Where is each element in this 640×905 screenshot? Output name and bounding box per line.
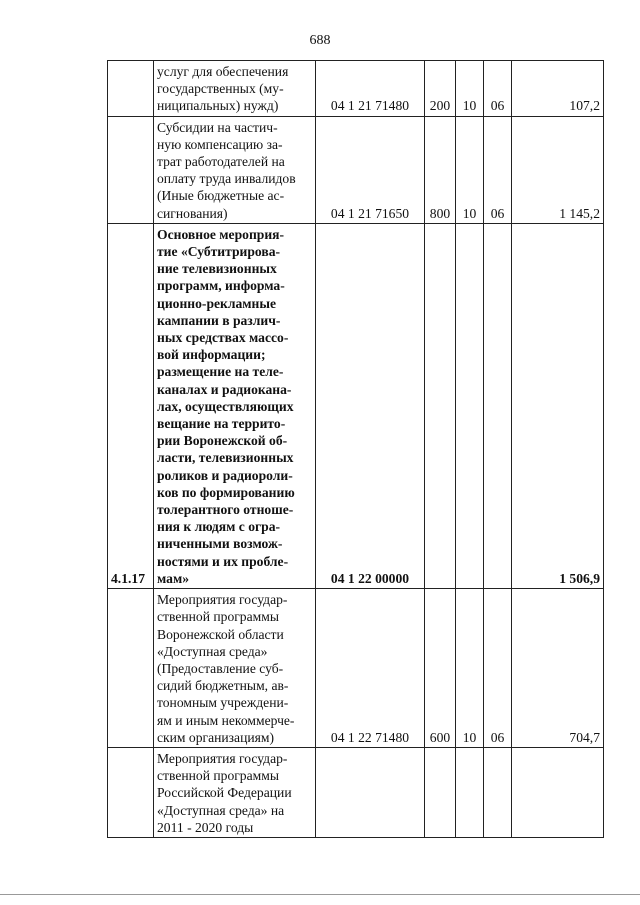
subsection-cell	[484, 223, 512, 588]
row-name-line: кампании в различ-	[157, 312, 281, 328]
row-name-line: Воронежской области	[157, 626, 284, 642]
page-footer-rule	[0, 894, 640, 895]
row-name-line: ственной программы	[157, 768, 279, 784]
section-cell: 10	[456, 589, 484, 748]
row-name-line: «Доступная среда»	[157, 643, 268, 659]
section-cell: 10	[456, 116, 484, 223]
amount-cell: 1 506,9	[512, 223, 604, 588]
row-name-line: тие «Субтитрирова-	[157, 244, 281, 260]
table-row	[108, 589, 604, 748]
row-name-line: вой информации;	[157, 347, 266, 363]
row-number-cell	[108, 747, 154, 837]
row-name-line: ния к людям с огра-	[157, 519, 281, 535]
expense-type-cell: 800	[425, 116, 456, 223]
row-name-line: (Предоставление суб-	[157, 660, 284, 676]
row-name-line: роликов и радиороли-	[157, 467, 293, 483]
row-name-line: лах, осуществляющих	[157, 398, 294, 414]
row-name-line: программ, информа-	[157, 278, 285, 294]
row-name-cell	[154, 116, 316, 223]
row-name-line: ную компенсацию за-	[157, 136, 283, 152]
subsection-cell: 06	[484, 61, 512, 117]
row-name-cell	[154, 61, 316, 117]
section-cell: 10	[456, 61, 484, 117]
row-name-line: ниципальных) нужд)	[157, 98, 279, 114]
row-name-line: (Иные бюджетные ас-	[157, 188, 285, 204]
row-number-cell: 4.1.17	[108, 223, 154, 588]
table-row	[108, 747, 604, 837]
row-name-line: Субсидии на частич-	[157, 119, 278, 135]
row-number-cell	[108, 589, 154, 748]
row-name-cell	[154, 223, 316, 588]
target-article-code-cell: 04 1 22 00000	[316, 223, 425, 588]
row-name-line: сидий бюджетным, ав-	[157, 678, 289, 694]
row-name-line: ственной программы	[157, 609, 279, 625]
amount-cell	[512, 747, 604, 837]
expense-type-cell: 600	[425, 589, 456, 748]
subsection-cell: 06	[484, 116, 512, 223]
row-name-line: Мероприятия государ-	[157, 592, 288, 608]
row-name-line: Основное мероприя-	[157, 226, 285, 242]
row-name-cell	[154, 589, 316, 748]
row-name-line: мам»	[157, 570, 190, 586]
section-cell	[456, 747, 484, 837]
amount-cell: 704,7	[512, 589, 604, 748]
row-name-cell	[154, 747, 316, 837]
row-name-line: размещение на теле-	[157, 364, 284, 380]
page-number: 688	[309, 33, 331, 48]
row-name-line: ков по формированию	[157, 484, 295, 500]
target-article-code-cell	[316, 747, 425, 837]
row-name-line: каналах и радиокана-	[157, 381, 292, 397]
expense-type-cell	[425, 223, 456, 588]
row-name-line: тономным учреждени-	[157, 695, 289, 711]
table-body	[108, 61, 604, 838]
expense-type-cell	[425, 747, 456, 837]
subsection-cell	[484, 747, 512, 837]
row-name-line: ностями и их пробле-	[157, 553, 289, 569]
row-name-line: ласти, телевизионных	[157, 450, 294, 466]
row-name-line: толерантного отноше-	[157, 502, 294, 518]
table-row	[108, 61, 604, 117]
amount-cell: 107,2	[512, 61, 604, 117]
row-name-line: рии Воронежской об-	[157, 433, 288, 449]
row-name-line: государственных (му-	[157, 81, 284, 97]
row-number-cell	[108, 61, 154, 117]
row-name-line: Российской Федерации	[157, 785, 292, 801]
row-name-line: ных средствах массо-	[157, 330, 289, 346]
target-article-code-cell: 04 1 21 71480	[316, 61, 425, 117]
row-name-line: услуг для обеспечения	[157, 64, 289, 79]
row-name-line: ниченными возмож-	[157, 536, 283, 552]
target-article-code-cell: 04 1 21 71650	[316, 116, 425, 223]
row-name-line: Мероприятия государ-	[157, 750, 288, 766]
row-name-line: трат работодателей на	[157, 154, 285, 170]
row-name-line: сигнования)	[157, 205, 228, 221]
row-name-line: ние телевизионных	[157, 261, 277, 277]
expense-type-cell: 200	[425, 61, 456, 117]
row-name-line: ционно-рекламные	[157, 295, 277, 311]
row-name-line: 2011 - 2020 годы	[157, 819, 254, 835]
section-cell	[456, 223, 484, 588]
row-name-line: ям и иным некоммерче-	[157, 712, 295, 728]
budget-table	[107, 60, 604, 838]
row-name-line: оплату труда инвалидов	[157, 171, 296, 187]
amount-cell: 1 145,2	[512, 116, 604, 223]
row-number-cell	[108, 116, 154, 223]
subsection-cell: 06	[484, 589, 512, 748]
table-row	[108, 223, 604, 588]
row-name-line: вещание на террито-	[157, 416, 286, 432]
target-article-code-cell: 04 1 22 71480	[316, 589, 425, 748]
table-row	[108, 116, 604, 223]
row-name-line: «Доступная среда» на	[157, 802, 285, 818]
row-name-line: ским организациям)	[157, 729, 275, 745]
